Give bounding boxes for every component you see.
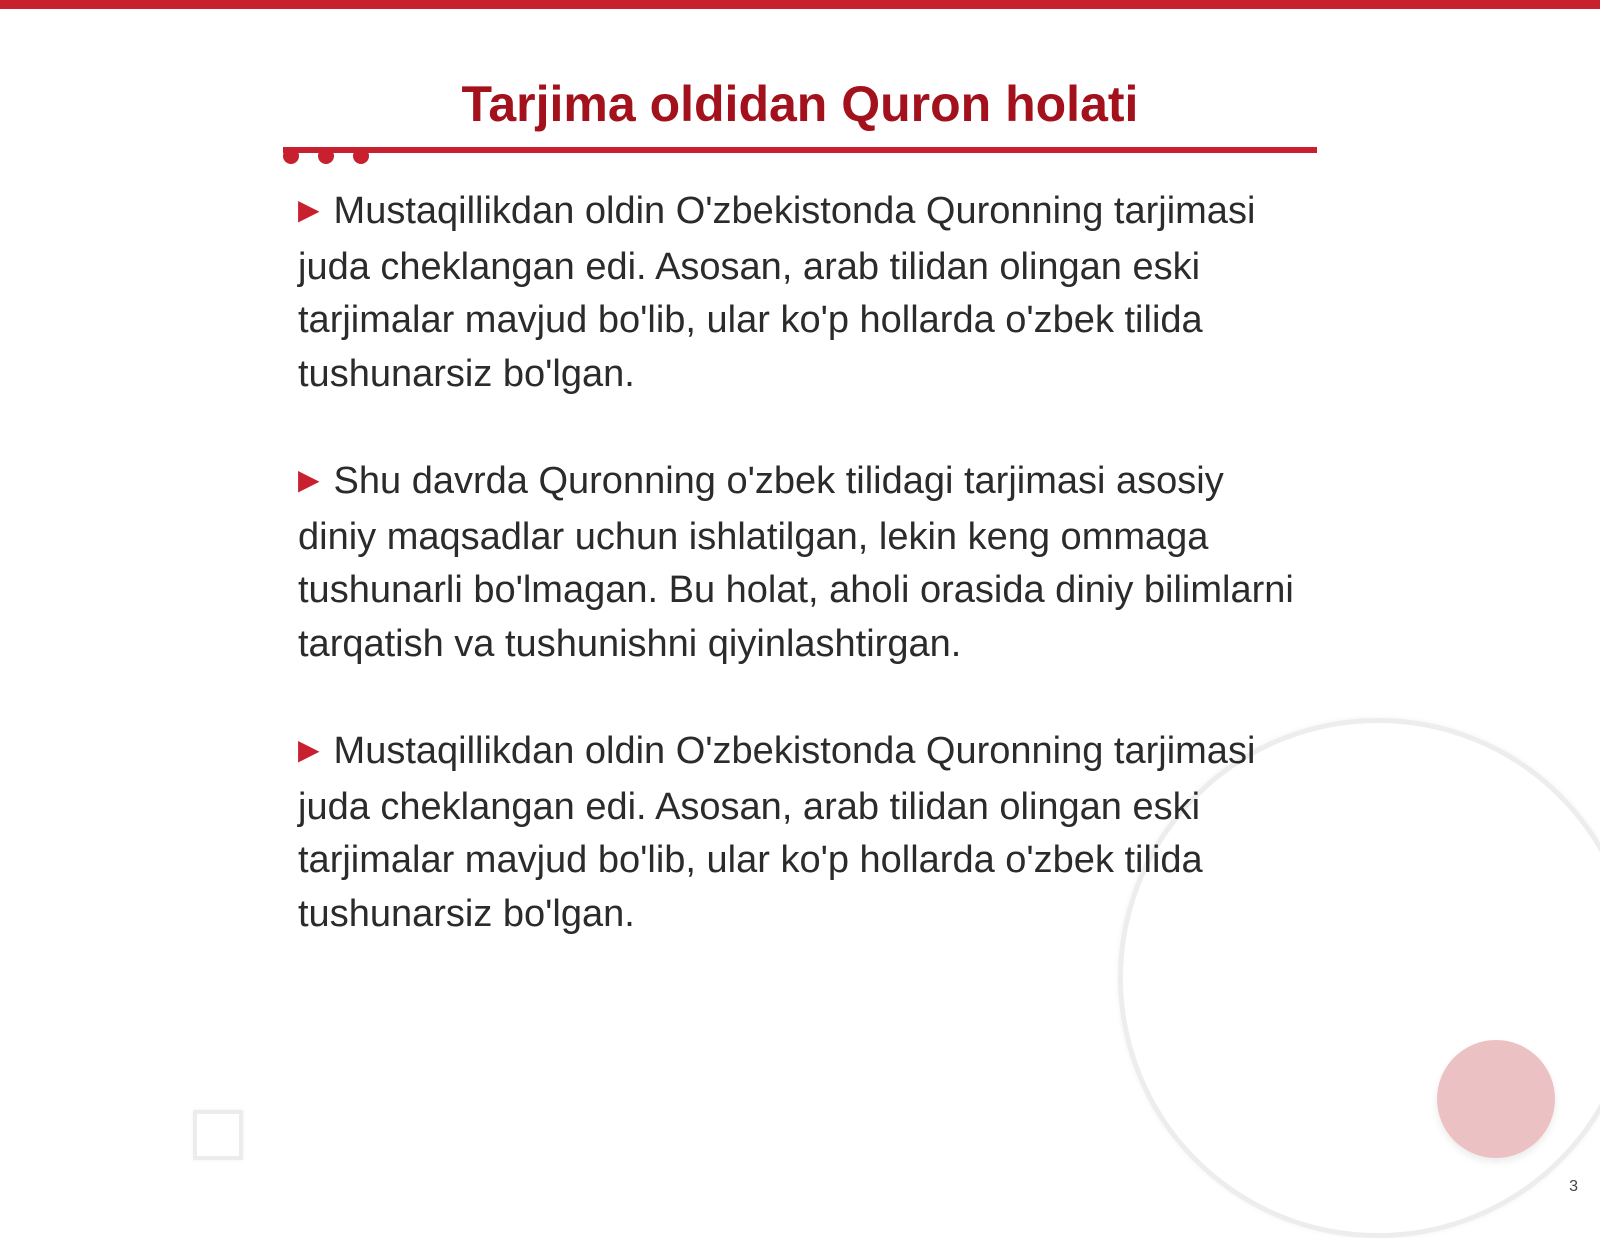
slide-title: Tarjima oldidan Quron holati [461,76,1139,132]
title-underline [283,147,1317,153]
bullet-text: Shu davrda Quronning o'zbek tilidagi tarjimasi asosiy diniy maqsadlar uchun ishlatilgan, lekin keng ommaga tushunarli bo'lmagan. Bu holat, aholi orasida diniy bilimlarni tarqatish va tushunishni qiyinlashtirgan. [298,460,1294,665]
bullet-list [298,185,1308,995]
bullet-item [298,455,1308,671]
bullet-item [298,725,1308,941]
triangle-right-icon: ▶ [298,194,320,225]
top-accent-bar [0,0,1600,9]
bullet-text: Mustaqillikdan oldin O'zbekistonda Quronning tarjimasi juda cheklangan edi. Asosan, arab tilidan olingan eski tarjimalar mavjud bo'lib, ular ko'p hollarda o'zbek tilida tushunarsiz bo'lgan. [298,190,1256,395]
page-number: 3 [1569,1178,1578,1195]
decorative-pink-circle [1437,1040,1555,1158]
triangle-right-icon: ▶ [298,464,320,495]
bullet-text: Mustaqillikdan oldin O'zbekistonda Quronning tarjimasi juda cheklangan edi. Asosan, arab tilidan olingan eski tarjimalar mavjud bo'lib, ular ko'p hollarda o'zbek tilida tushunarsiz bo'lgan. [298,730,1256,935]
triangle-right-icon: ▶ [298,734,320,765]
underline-dot [353,148,369,164]
decorative-square [193,1110,243,1160]
underline-dot [318,148,334,164]
bullet-item [298,185,1308,401]
underline-dot [283,148,299,164]
